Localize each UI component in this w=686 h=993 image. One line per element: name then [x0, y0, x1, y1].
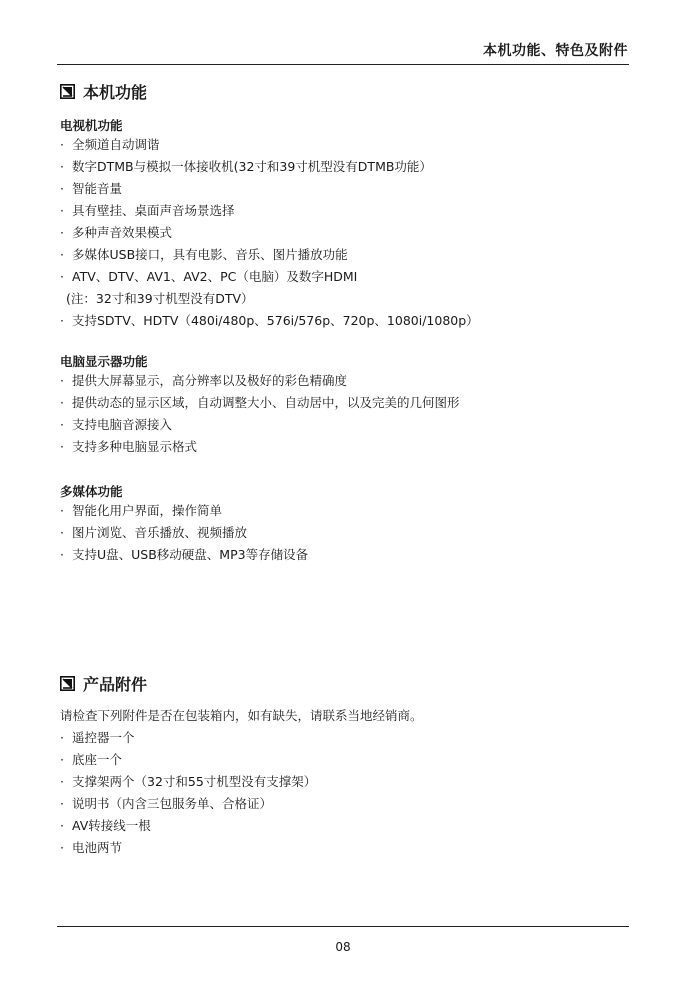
list-item: · 数字DTMB与模拟一体接收机(32寸和39寸机型没有DTMB功能） — [60, 159, 432, 174]
list-item: · 支撑架两个（32寸和55寸机型没有支撑架） — [60, 774, 317, 789]
list-item: · 说明书（内含三包服务单、合格证） — [60, 796, 273, 811]
list-item: · 具有壁挂、桌面声音场景选择 — [60, 203, 235, 218]
footer-divider — [57, 926, 629, 927]
list-item: · 提供大屏幕显示，高分辨率以及极好的彩色精确度 — [60, 373, 348, 388]
section-marker-icon — [60, 84, 75, 99]
list-item: · 支持SDTV、HDTV（480i/480p、576i/576p、720p、1080i/1080p） — [60, 313, 479, 328]
list-item: · ATV、DTV、AV1、AV2、PC（电脑）及数字HDMI — [60, 269, 358, 284]
accessories-list — [60, 727, 316, 859]
list-item: · 智能化用户界面，操作简单 — [60, 503, 223, 518]
list-item: · AV转接线一根 — [60, 818, 151, 833]
section-marker-icon — [60, 676, 75, 691]
list-item: · 遥控器一个 — [60, 730, 135, 745]
list-item: · 底座一个 — [60, 752, 123, 767]
list-item: · 支持多种电脑显示格式 — [60, 439, 198, 454]
list-item-note: (注：32寸和39寸机型没有DTV） — [66, 291, 254, 306]
accessories-intro: 请检查下列附件是否在包装箱内，如有缺失，请联系当地经销商。 — [60, 708, 423, 723]
tv-feature-list — [60, 134, 479, 332]
section-title-features — [60, 80, 147, 103]
pc-feature-list — [60, 370, 460, 458]
section-title-text: 产品附件 — [83, 675, 148, 694]
list-item: · 支持电脑音源接入 — [60, 417, 173, 432]
section-title-accessories — [60, 672, 147, 695]
list-item: · 多媒体USB接口，具有电影、音乐、图片播放功能 — [60, 247, 348, 262]
header-divider — [57, 64, 629, 65]
page-number: 08 — [335, 940, 351, 954]
list-item: · 智能音量 — [60, 181, 123, 196]
media-feature-list — [60, 500, 308, 566]
page-header-title: 本机功能、特色及附件 — [483, 43, 628, 59]
list-item: · 多种声音效果模式 — [60, 225, 173, 240]
subsection-title-tv: 电视机功能 — [60, 118, 123, 133]
list-item: · 图片浏览、音乐播放、视频播放 — [60, 525, 248, 540]
subsection-title-media: 多媒体功能 — [60, 484, 123, 499]
list-item: · 全频道自动调谐 — [60, 137, 160, 152]
list-item: · 支持U盘、USB移动硬盘、MP3等存储设备 — [60, 547, 309, 562]
list-item: · 电池两节 — [60, 840, 123, 855]
subsection-title-pc: 电脑显示器功能 — [60, 354, 148, 369]
section-title-text: 本机功能 — [83, 83, 148, 102]
list-item: · 提供动态的显示区域，自动调整大小、自动居中，以及完美的几何图形 — [60, 395, 460, 410]
